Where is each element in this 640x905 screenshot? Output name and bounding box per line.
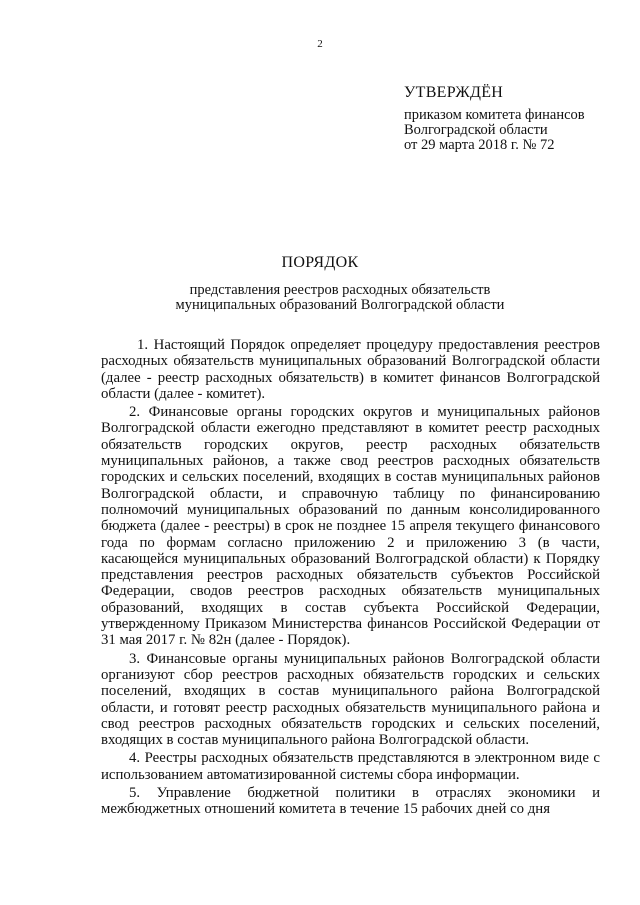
approval-line: приказом комитета финансов [404, 107, 585, 123]
subtitle-line: представления реестров расходных обязательств [189, 282, 491, 298]
subtitle-line: муниципальных образований Волгоградской области [175, 297, 505, 313]
document-title: ПОРЯДОК [281, 254, 359, 271]
paragraph-4: 4. Реестры расходных обязательств представляются в электронном виде с использованием автоматизированной системы сбора информации. [101, 750, 600, 783]
approval-line: Волгоградской области [404, 122, 548, 138]
approval-heading: УТВЕРЖДЁН [404, 84, 504, 101]
paragraph-2: 2. Финансовые органы городских округов и муниципальных районов Волгоградской области ежегодно представляют в комитет реестр расходных обязательств городских округов, реестр расходных обязательств муниципальных районов, а также свод реестров расходных обязательств городских и сельских поселений, входящих в состав муниципальных районов Волгоградской области, и справочную таблицу по финансированию полномочий муниципальных образований по данным консолидированного бюджета (далее - реестры) в срок не позднее 15 апреля текущего финансового года по формам согласно приложению 2 и приложению 3 (в части, касающейся муниципальных образований Волгоградской области) к Порядку представления реестров расходных обязательств субъектов Российской Федерации, сводов реестров расходных обязательств муниципальных образований, входящих в состав субъекта Российской Федерации, утвержденному Приказом Министерства финансов Российской Федерации от 31 мая 2017 г. № 82н (далее - Порядок). [101, 404, 600, 649]
paragraph-3: 3. Финансовые органы муниципальных районов Волгоградской области организуют сбор реестров расходных обязательств городских и сельских поселений, входящих в состав муниципального района Волгоградской области, и готовят реестр расходных обязательств муниципального района и свод реестров расходных обязательств городских и сельских поселений, входящих в состав муниципального района Волгоградской области. [101, 650, 600, 749]
paragraph-1: 1. Настоящий Порядок определяет процедуру предоставления реестров расходных обязательств муниципальных образований Волгоградской области (далее - реестр расходных обязательств) в комитет финансов Волгоградской области (далее - комитет). [101, 337, 600, 402]
paragraph-5: 5. Управление бюджетной политики в отраслях экономики и межбюджетных отношений комитета в течение 15 рабочих дней со дня [101, 785, 600, 818]
document-subtitle [0, 283, 640, 313]
approval-line: от 29 марта 2018 г. № 72 [404, 137, 555, 153]
approval-block [404, 85, 585, 153]
page-number: 2 [317, 38, 323, 50]
document-body [101, 337, 600, 818]
